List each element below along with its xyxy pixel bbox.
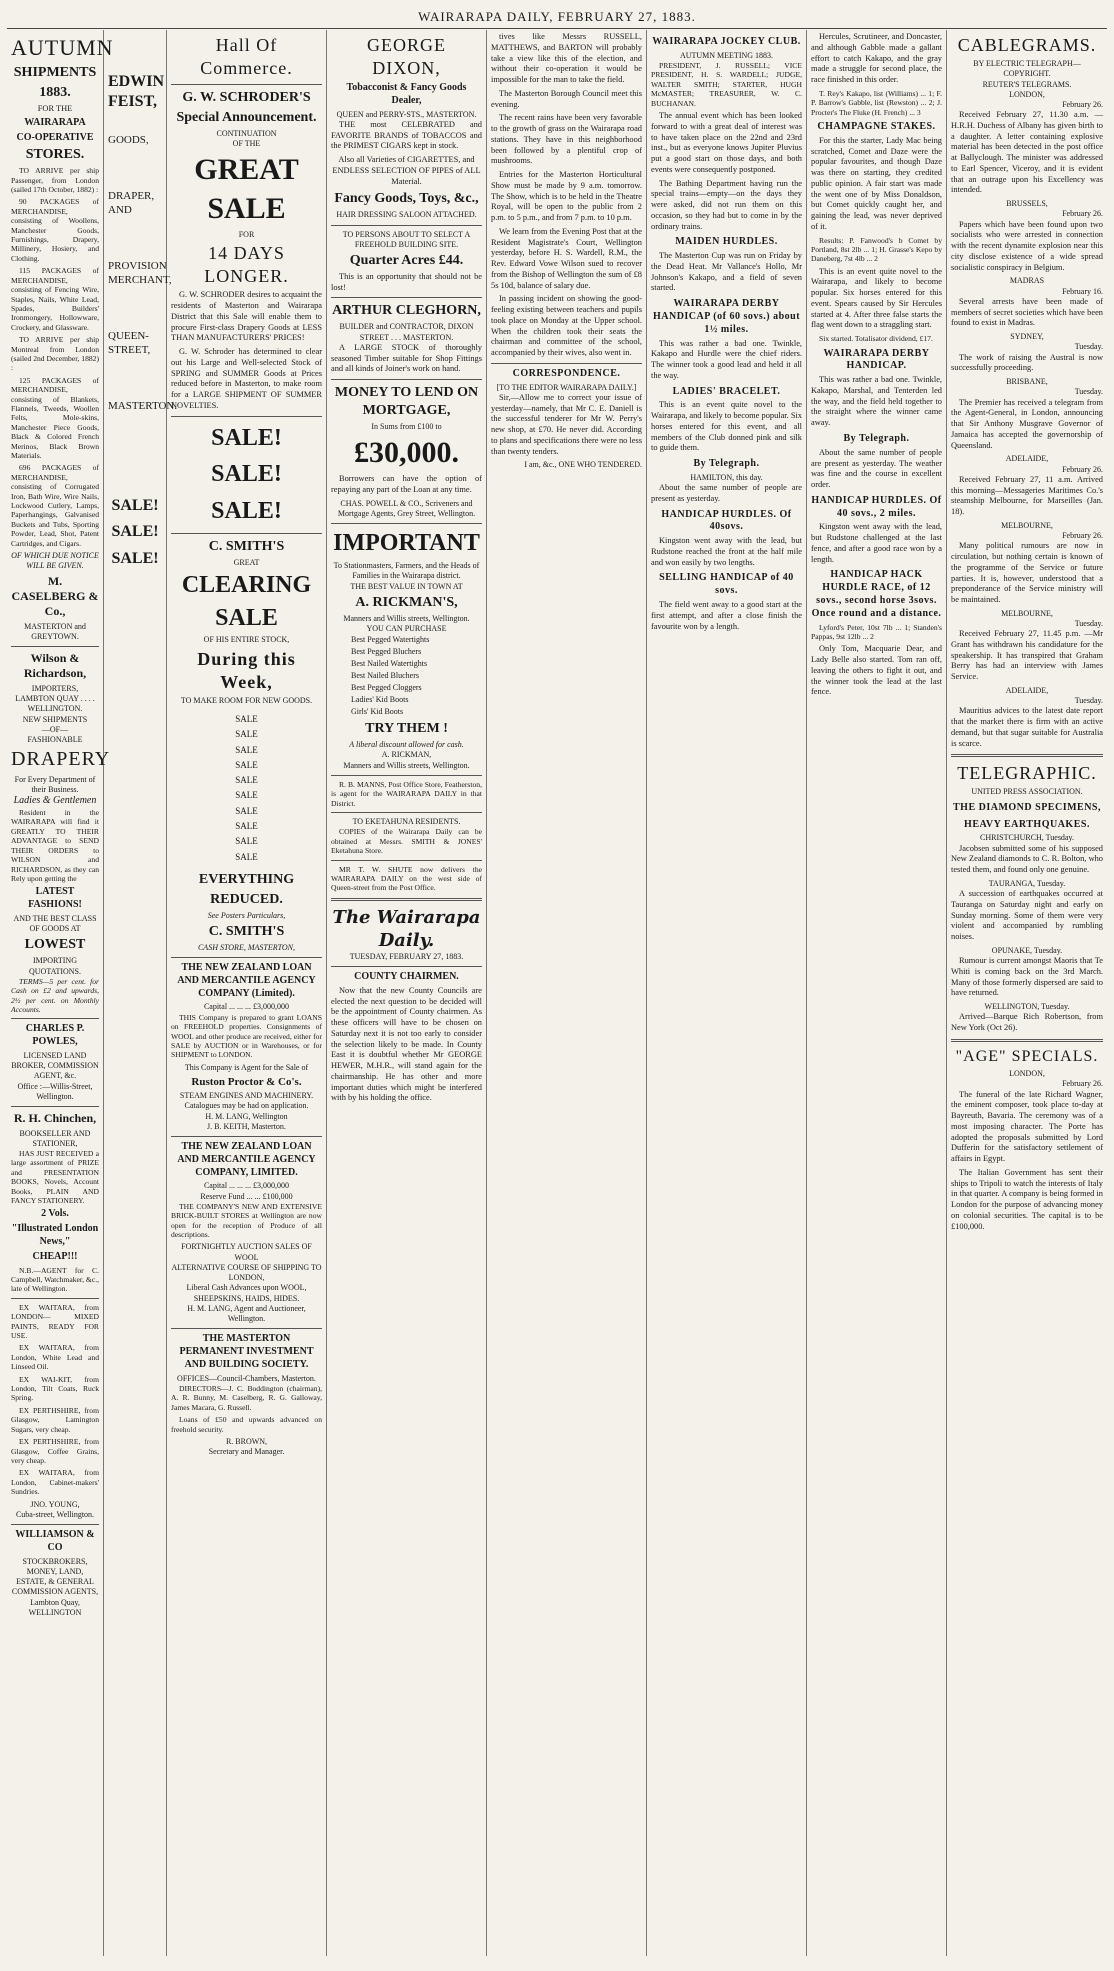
discount: A liberal discount allowed for cash. [349,740,464,750]
dixon-also: Also all Varieties of CIGARETTES, and ENDLESS SELECTION OF PIPES of ALL Material. [332,155,481,186]
ex-2: EX WAITARA, from London, White Lead and Linseed Oil. [11,1343,99,1372]
powles-name: CHARLES P. POWLES, [25,1023,85,1048]
adelaide2-heading: ADELAIDE, [1005,685,1049,695]
letter-sign: I am, &c., ONE WHO TENDERED. [524,460,642,470]
williamson-sub: STOCKBROKERS, MONEY, LAND, ESTATE, & GENERAL COMMISSION AGENTS, Lambton Quay, WELLINGTON [11,1556,99,1617]
col6-body-6: About the same number of people are present as yesterday. [651,483,802,503]
brisbane-heading: BRISBANE, [1006,377,1048,387]
schroder-body-2: G. W. Schroder has determined to clear out his Large and Well-selected Stock of SPRING and SUMMER Goods at Prices reduced before in Masterton, to make room for a LARGE SHIPMENT OF SUMMER NOVELTIES. [171,347,322,410]
chinchen-body: HAS JUST RECEIVED a large assortment of PRIZE and PRESENTATION BOOKS, Novels, Account Books, PLAIN AND FANCY STATIONERY. [11,1148,99,1205]
boot-7: Girls' Kid Boots [351,707,404,717]
importers: IMPORTERS, [31,683,79,693]
cash-store: CASH STORE, MASTERTON, [197,942,296,952]
lang-2: H. M. LANG, Agent and Auctioneer, Wellington. [187,1303,306,1324]
eketahuna: TO EKETAHUNA RESIDENTS. [352,817,461,827]
money-heading: MONEY TO LEND ON MORTGAGE, [334,385,479,418]
quarter-body: This is an opportunity that should not be lost! [331,271,482,292]
letter-line-2: DRAPER, AND [108,190,155,217]
drapery-heading: DRAPERY [11,748,111,771]
caselberg-name: M. CASELBERG & Co., [11,573,99,619]
col7-hurdles: HANDICAP HURDLES. Of 40 sovs., 2 miles. [811,494,942,519]
sale-3: SALE! [111,549,159,567]
opunake-body: Rumour is current amongst Maoris that Te Whiti is coming back on the 3rd March. Many of those formerly dispersed are said to have returned. [951,956,1103,998]
sale-big-2: SALE! [211,461,282,488]
col5-intro: tives like Messrs RUSSELL, MATTHEWS, and BARTON will probably take a view like this of the election, and without their co-operation it would be impossible for the man to take the field. [491,32,642,84]
copies: COPIES of the Wairarapa Daily can be obtained at Messrs. SMITH & JONES' Eketahuna Store. [331,827,482,856]
offices: OFFICES—Council-Chambers, Masterton. [177,1373,316,1383]
shipment-item-4: TO ARRIVE per ship Montreal from London (sailed 2nd December, 1882) : [11,335,99,373]
opunake-heading: OPUNAKE, Tuesday. [991,945,1063,955]
ex-1: EX WAITARA, from LONDON— MIXED PAINTS, READY FOR USE. [11,1302,99,1341]
column-7 [807,30,947,1956]
shipment-item-1: TO ARRIVE per ship Passenger, from London (sailed 17th October, 1882) : [11,166,99,195]
great-label: GREAT [233,557,260,567]
ex-4: EX PERTHSHIRE, from Glasgow, Lamington Sugars, very cheap. [11,1405,99,1434]
smith-name: C. SMITH'S [208,538,285,554]
see-posters: See Posters Particulars, [207,910,286,920]
col7-body-8: Kingston went away with the lead, but Rudstone challenged at the last fence, and after a good race won by a length. [811,522,942,564]
important: IMPORTANT [333,530,480,557]
powles-sub: LICENSED LAND BROKER, COMMISSION AGENT, &c. [11,1050,99,1081]
nz-body: THIS Company is prepared to grant LOANS on FREEHOLD properties. Consignments of WOOL and other produce are received, either for SALE by AUCTION or in Warehouses, or for SHIPMENT to LONDON. [171,1012,322,1060]
resident-text: Resident in the WAIRARAPA will find it GREATLY TO THEIR ADVANTAGE to SEND THEIR ORDERS to WILSON and RICHARDSON, as they can Rely upon getting the [11,808,99,883]
hack-hurdle: HANDICAP HACK HURDLE RACE, of 12 sovs., second horse 3sovs. Once round and a distance. [811,569,942,619]
days-longer: 14 DAYS LONGER. [204,243,289,287]
adelaide-heading: ADELAIDE, [1005,454,1049,464]
liberal: Liberal Cash Advances upon WOOL, SHEEPSKINS, HAIDS, HIDES. [186,1283,307,1303]
terms: TERMS—5 per cent. for Cash on £2 and upwards, 2½ per cent. on Monthly Accounts. [11,976,99,1014]
capital: Capital ... ... ... £3,000,000 [203,1002,290,1012]
autumn-heading: AUTUMN [11,35,114,60]
madras-body: Several arrests have been made of members of secret societies which have been found to exist in Madras. [951,296,1103,328]
madras-heading: MADRAS [1009,276,1045,286]
col7-body-3: Results: P. Fanwood's b Comet by Portland, 8st 2lb ... 1; H. Grasse's Kepo by Daneberg, 7st 4lb ... 2 [811,235,942,264]
col7-body-9: Lyford's Peter, 10st 7lb ... 1; Standen's Pappas, 9st 12lb ... 2 [811,622,942,641]
sums: In Sums from £100 to [371,421,442,431]
maiden-hurdles: MAIDEN HURDLES. [675,236,778,248]
sydney-date: Tuesday. [1074,342,1103,352]
col7-body-1: Hercules, Scrutineer, and Doncaster, and although Gabble made a gallant effort to catch Kakapo, and the gray made a struggle for second place, the race finished in this order. [811,32,942,84]
ruston: Ruston Proctor & Co's. [191,1075,302,1088]
rickman-2-addr: Manners and Willis streets, Wellington. [343,760,470,770]
hair-saloon: HAIR DRESSING SALOON ATTACHED. [336,210,477,220]
rickman-addr: Manners and Willis streets, Wellington. [343,613,470,623]
letter-line-4: QUEEN-STREET, [108,330,151,357]
column-2 [104,30,178,1956]
purchase: YOU CAN PURCHASE [366,624,447,633]
sale-line-4: SALE [235,759,258,770]
cleghorn-body: A LARGE STOCK of thoroughly seasoned Timber suitable for Shop Fittings and all kinds of Joiner's work on hand. [331,342,482,374]
melbourne-heading: MELBOURNE, [1001,520,1053,530]
letter-line-1: GOODS, [108,133,149,146]
to-make-room: TO MAKE ROOM FOR NEW GOODS. [180,695,313,705]
reserve: Reserve Fund ... ... £100,000 [200,1191,293,1201]
jockey-club: WAIRARAPA JOCKEY CLUB. [652,36,801,47]
brussels-heading: BRUSSELS, [1006,199,1048,209]
powell: CHAS. POWELL & CO., Scriveners and Mortgage Agents, Grey Street, Wellington. [337,498,476,519]
hamilton: HAMILTON, this day. [690,472,763,482]
sale-big-3: SALE! [211,498,282,525]
wellington-heading: WELLINGTON, Tuesday. [984,1002,1070,1012]
steam: STEAM ENGINES AND MACHINERY. [179,1091,314,1101]
stores-heading: STORES. [25,147,85,163]
melbourne-date: February 26. [1062,531,1103,541]
wilson-name: Wilson & Richardson, [23,651,87,681]
directors: DIRECTORS—J. C. Boddington (chairman), A. R. Bunny, M. Caselberg, R. G. Galloway, James Macara, G. Russell. [171,1383,322,1412]
young-name: JNO. YOUNG, [30,1499,80,1509]
cablegrams: CABLEGRAMS. [957,35,1097,55]
sale-line-10: SALE [235,851,258,862]
brisbane-body: The Premier has received a telegram from the Agent-General, in London, announcing that Sir Anthony Musgrave Governor of Jamaica has accepted the governorship of Queensland. [951,397,1103,450]
ex-6: EX WAITARA, from London, Cabinet-makers' Sundries. [11,1468,99,1497]
sale-line-3: SALE [235,744,258,755]
champagne-stakes: CHAMPAGNE STAKES. [817,120,936,132]
dixon-sub: Tobacconist & Fancy Goods Dealer, [346,82,467,106]
lowest: LOWEST [24,937,86,953]
adelaide2-body: Mauritius advices to the latest date report that the market there is firm with an active demand, but that sugar suitable for Australia is scarce. [951,706,1103,748]
melbourne2-heading: MELBOURNE, [1001,608,1053,618]
for-the: FOR THE [37,103,73,113]
sale-line-5: SALE [235,775,258,786]
importing: IMPORTING QUOTATIONS. [28,956,82,976]
boot-5: Best Pegged Cloggers [351,683,422,693]
vols: 2 Vols. [41,1208,69,1220]
brisbane-date: Tuesday. [1074,387,1103,397]
for-every: For Every Department of their Business. [14,774,96,795]
dixon-body: THE most CELEBRATED and FAVORITE BRANDS of TOBACCOS and the PRIMEST CIGARS kept in stock. [331,119,482,151]
loans: Loans of £50 and upwards advanced on freehold security. [171,1415,322,1434]
col7-body-10: Only Tom, Macquarie Dear, and Lady Belle also started. Tom ran off, leaving the others to fight it out, and the winner took the lead at the last fence. [811,644,942,697]
shipment-item-5: 125 PACKAGES of MERCHANDISE, consisting of Blankets, Flannels, Tweeds, Woollen Felts, Mole-skins, Manchester Piece Goods, Black & Colored French Merinos, Black Brown Materials. [11,375,99,460]
alt-course: ALTERNATIVE COURSE OF SHIPPING TO LONDON, [171,1262,322,1283]
melbourne-body: Many political rumours are now in circulation, but nothing certain is known of the programme of the Service or future parties. It is, however, understood that a preponderance of the Service ministry will be maintained. [951,541,1103,605]
williamson-name: WILLIAMSON & CO [15,1529,95,1553]
shipment-item-6: 696 PACKAGES of MERCHANDISE, consisting of Corrugated Iron, Bath Wire, Wire Nails, Lockwood Cutlery, Lamps, Paperhangings, Galvanised Buckets and Tubs, Sporting Powder, Lead, Shot, Patent Cartridges, and Cigars. [11,463,99,548]
sydney-heading: SYDNEY, [1010,332,1044,342]
col5-body-6: In passing incident on showing the good-feeling existing between teachers and pupils took place on Monday at the Upper school. When the children took their seats the chairman and committee of the school, accompanied by their wives, also went in. [491,294,642,357]
age-specials: "AGE" SPECIALS. [955,1047,1099,1065]
entire-stock: OF HIS ENTIRE STOCK, [203,635,290,645]
boot-4: Best Nailed Bluchers [351,671,419,681]
permanent: THE MASTERTON PERMANENT INVESTMENT AND BUILDING SOCIETY. [179,1333,314,1370]
notice: OF WHICH DUE NOTICE WILL BE GIVEN. [11,551,99,571]
schroder-name: G. W. SCHRODER'S [182,90,311,106]
column-3 [167,30,327,1956]
london-body: Received February 27, 11.30 a.m. —H.R.H. Duchess of Albany has given birth to a daughter. A letter containing explosive material has been detected in the post office at Ballyclough. The minister was addressed to Earl Spencer, Viceroy, and it is evident that an outrage upon his Excellency was intended. [951,110,1103,195]
sale-line-7: SALE [235,805,258,816]
christchurch-heading: CHRISTCHURCH, Tuesday. [980,833,1074,843]
coop-heading: CO-OPERATIVE [16,131,94,143]
cleghorn-sub: BUILDER and CONTRACTOR, DIXON STREET . . . MASTERTON. [339,322,474,342]
to-editor: [TO THE EDITOR WAIRARAPA DAILY.] [496,382,637,392]
correspondence: CORRESPONDENCE. [512,367,621,379]
london-date: February 26. [1062,99,1103,109]
boot-1: Best Pegged Watertights [351,635,430,645]
letter-line-3: PROVISION MERCHANT, [108,260,172,287]
daily-date: TUESDAY, FEBRUARY 27, 1883. [349,951,464,961]
heavy-earthquakes: HEAVY EARTHQUAKES. [964,818,1090,830]
cleghorn-name: ARTHUR CLEGHORN, [332,303,481,319]
col6-body-4: This was rather a bad one. Twinkle, Kakapo and Hurdle were the chief riders. The winner took a good lead and held it all the way. [651,338,802,380]
wellington-body: Arrived—Barque Rich Robertson, from New York (Oct 26). [951,1012,1103,1032]
young-loc: Cuba-street, Wellington. [15,1509,95,1519]
col5-body-5: We learn from the Evening Post that at the Resident Magistrate's Court, Wellington yesterday, before H. S. Wardell, R.M., the Rev. Edward Vowe Wilson sued to recover from the Bishop of Wellington the sum of £8 5s 10d, balance of salary due. [491,226,642,290]
manns: R. B. MANNS, Post Office Store, Featherston, is agent for the WAIRARAPA DAILY in that District. [331,779,482,808]
quarter-acres: Quarter Acres £44. [349,253,464,268]
special-announcement: Special Announcement. [176,109,317,125]
col6-body-5: This is an event quite novel to the Wairarapa, and likely to become popular. Six horses entered for this event, and all members of the Club donned pink and silk to guide them. [651,400,802,453]
nz-loan-2: THE NEW ZEALAND LOAN AND MERCANTILE AGENCY COMPANY, LIMITED. [177,1141,316,1178]
telegraphic: TELEGRAPHIC. [957,763,1097,784]
column-1 [7,30,114,1956]
melbourne2-date: Tuesday. [1074,619,1103,628]
col7-results: T. Rey's Kakapo, list (Williams) ... 1; F. P. Barrow's Gabble, list (Rewston) ... 2; J. Procter's The Fluke (H. French) ... 3 [811,88,942,117]
sale-line-6: SALE [235,790,258,801]
keith: J. B. KEITH, Masterton. [207,1121,286,1131]
wairarapa-daily-title: The Wairarapa Daily. [332,906,481,951]
of-label: —OF— [41,724,69,734]
col7-body-2: For this the starter, Lady Mac being scratched, Comet and Daze were the popular favourites, and though Daze was there on starting, they credited public opinion. A fair start was made the went one of by Miss Donaldson, but Comet quickly caught her, and gaining the lead, was never deprived of it. [811,135,942,231]
by-telegraph: By Telegraph. [693,458,760,470]
boot-2: Best Pegged Bluchers [351,647,422,657]
fancy-goods: Fancy Goods, Toys, &c., [334,191,479,207]
to-station: To Stationmasters, Farmers, and the Heads of Families in the Wairarapa district. [333,561,480,581]
council-body: Now that the new County Councils are elected the next question to be decided will be the appointment of County chairmen. As these officers will have to be chosen on Saturday next it is not too early to consider the selection likely to be made. In County East it is doubtful whether Mr GEORGE HEWER, M.H.R., will stand again for the chairmanship. He has other and more important duties which might be interfered with by his holding the office. [331,985,482,1103]
persons-site: TO PERSONS ABOUT TO SELECT A FREEHOLD BUILDING SITE. [342,229,471,249]
clearing: CLEARING [181,571,312,598]
tauranga-heading: TAURANGA, Tuesday. [988,878,1066,888]
col5-body-2: The Masterton Borough Council meet this evening. [491,88,642,109]
column-8 [947,30,1107,1956]
age-last: The Italian Government has sent their ships to Tripoli to watch the interests of Italy in that quarter. A company is being formed in London for the purpose of advancing money on colonial securities. The capital is to be £100,000. [951,1167,1103,1231]
christchurch-body: Jacobsen submitted some of his supposed New Zealand diamonds to C. R. Bolton, who tested them, and found only one genuine. [951,843,1103,875]
iln: "Illustrated London News," [11,1223,99,1247]
col5-body-4: Entries for the Masterton Horticultural Show must be made by 9 a.m. tomorrow. The Show, which is to be held in the Theatre Royal, will be open to the public from 2 p.m. to 5 p.m., and from 7 p.m. to 10 p.m. [491,170,642,222]
wairarapa-heading: WAIRARAPA [24,116,86,128]
selling-handicap: SELLING HANDICAP of 40 sovs. [659,572,794,597]
latest-fashions: LATEST FASHIONS! [28,886,82,911]
shipment-item-2: 90 PACKAGES of MERCHANDISE, consisting of Woollens, Manchester Goods, Furnishings, Drapery, Millinery, Hosiery, and Clothing. [11,197,99,263]
dixon-name: GEORGE DIXON, [367,35,446,79]
catalogues: Catalogues may be had on application. [184,1101,309,1111]
sale-2: SALE! [111,523,159,541]
age-london: LONDON, [1009,1069,1045,1079]
col6-body-1: The annual event which has been looked forward to with a great deal of interest was to have taken place on the 22nd and 23rd inst., but as everyone knows Jupiter Pluvius put a good start on those days, and both events were consequently postponed. [651,111,802,174]
age-body: The funeral of the late Richard Wagner, the eminent composer, took place to-day at Bayreuth, Bavaria. The ceremony was of a most imposing character. The Porte has adopted the proposals submitted by Lord Dufferin for the satisfactory settlement of affairs in Egypt. [951,1089,1103,1164]
everything: EVERYTHING [198,871,295,887]
col7-body-4: This is an event quite novel to the Wairarapa, and likely to become popular. Six horses entered for this event. Spears caused by Sir Hercules started at 4. After three false starts the flag went down to a straggling start. [811,266,942,330]
col7-handicap: WAIRARAPA DERBY HANDICAP. [823,347,930,372]
great-sale: GREAT SALE [194,153,299,225]
brussels-date: February 26. [1062,209,1103,219]
col5-body-3: The recent rains have been very favorable to the growth of grass on the Wairarapa road stations. They have in this neighborhood been followed by a plentiful crop of mushrooms. [491,113,642,166]
ladies-bracelet: LADIES' BRACELET. [672,385,781,397]
diamond-specimens: THE DIAMOND SPECIMENS, [953,801,1101,813]
col6-body-7: Kingston went away with the lead, but Rudstone reached the front at the half mile and won easily by two lengths. [651,536,802,567]
adelaide-body: Received February 27, 11 a.m. Arrived this morning—Messageries Maritimes Co.'s steamship Melbourne, for Marseilles (Jan. 18). [951,474,1103,517]
capital-2: Capital ... ... ... £3,000,000 [203,1181,290,1191]
nb: N.B.—AGENT for C. Campbell, Watchmaker, &c., late of Wellington. [11,1265,99,1294]
adelaide-date: February 26. [1062,464,1103,474]
handicap-hurdles: HANDICAP HURDLES. Of 40sovs. [661,508,792,533]
secretary: Secretary and Manager. [208,1447,285,1457]
continuation: CONTINUATION [216,128,277,138]
during-week: During this Week, [197,648,296,692]
chinchen-sub: BOOKSELLER AND STATIONER, [19,1128,91,1148]
smith-name-2: C. SMITH'S [208,923,285,939]
melbourne2-body: Received February 27, 11.45 p.m. —Mr Grant has withdrawn his candidature for the speakership. It has transpired that Graham Berry has had an interview with James Service. [951,629,1103,682]
brown: R. BROWN, [225,1437,268,1447]
col7-by-telegraph: By Telegraph. [843,432,910,444]
of-the: OF THE [232,139,261,149]
sale-word: SALE [215,604,278,631]
col6-body-3: The Masterton Cup was run on Friday by the Dead Heat. Mr Vallance's Hollo, Mr Johnson's Kakapo, and a field of seven started. [651,251,802,293]
col7-body-5: Six started. Totalisator dividend, £17. [819,334,933,344]
col7-body-7: About the same number of people are present as yesterday. The weather was fine and the course in excellent order. [811,447,942,490]
derby-handicap: WAIRARAPA DERBY HANDICAP (of 60 sovs.) about 1½ miles. [652,298,801,335]
year-heading: 1883. [39,85,71,101]
sale-1: SALE! [111,496,159,514]
sale-line-8: SALE [235,821,258,832]
boot-3: Best Nailed Watertights [351,659,428,669]
autumn-meeting: AUTUMN MEETING 1883. [679,50,774,60]
sale-big-1: SALE! [211,424,282,451]
rickman: A. RICKMAN'S, [355,594,458,610]
best-value: THE BEST VALUE IN TOWN AT [350,581,463,591]
rickman-2: A. RICKMAN, [381,750,432,760]
agent-sale: This Company is Agent for the Sale of [184,1062,309,1072]
council-heading: COUNTY CHAIRMEN. [354,971,459,983]
press-association: UNITED PRESS ASSOCIATION. [971,787,1083,797]
nz-loan: THE NEW ZEALAND LOAN AND MERCANTILE AGENCY COMPANY (Limited). [177,962,316,999]
money-amount: £30,000. [354,436,459,470]
letter-line-5: MASTERTON. [108,400,178,413]
fortnightly: FORTNIGHTLY AUCTION SALES OF WOOL [181,1242,312,1262]
sale-line-9: SALE [235,836,258,847]
boot-6: Ladies' Kid Boots [351,695,409,705]
powles-addr: Office :—Willis-Street, Wellington. [17,1081,93,1101]
ladies: Ladies & Gentlemen [13,795,97,807]
money-body: Borrowers can have the option of repaying any part of the Loan at any time. [331,474,482,495]
col7-body-6: This was rather a bad one. Twinkle, Kakapo, Marshal, and Tenterden led the way, and the field held together to the straight where the winner came away. [811,375,942,428]
dixon-addr: QUEEN and PERRY-STS., MASTERTON. [336,109,477,119]
column-6 [647,30,807,1956]
column-5 [487,30,647,1956]
hall-commerce: Hall Of Commerce. [200,35,293,79]
lang: H. M. LANG, Wellington [205,1111,288,1121]
sale-line-2: SALE [235,729,258,740]
age-date: February 26. [1062,1079,1103,1089]
schroder-body-1: G. W. SCHRODER desires to acquaint the residents of Masterton and Wairarapa District that this Sale will enable them to procure First-class Drapery Goods at LESS THAN MANUFACTURERS' PRICES! [171,290,322,343]
london-heading: LONDON, [1009,89,1045,99]
adelaide2-date: Tuesday. [1074,696,1103,706]
electric-telegraph: BY ELECTRIC TELEGRAPH—COPYRIGHT. [973,59,1081,79]
shipment-item-3: 115 PACKAGES of MERCHANDISE, consisting of Fencing Wire, Staples, Nails, White Lead, Spades, Builders' Ironmongery, Hollowware, Crockery, and Glassware. [11,266,99,332]
madras-date: February 16. [1062,286,1103,296]
reduced: REDUCED. [210,891,283,907]
edwin-feist: EDWIN FEIST, [108,73,165,111]
sydney-body: The work of raising the Austral is now successfully proceeding. [951,352,1103,373]
for-label: FOR [238,230,255,240]
nz2-body: THE COMPANY'S NEW AND EXTENSIVE BRICK-BUILT STORES at Wellington are now open for the reception of Produce of all descriptions. [171,1201,322,1240]
column-4 [327,30,487,1956]
best-class: AND THE BEST CLASS OF GOODS AT [13,913,97,934]
ex-5: EX PERTHSHIRE, from Glasgow, Coffee Grains, very cheap. [11,1437,99,1465]
new-shipments: NEW SHIPMENTS [22,714,88,724]
reuter: REUTER'S TELEGRAMS. [982,79,1072,89]
lambton: LAMBTON QUAY . . . . WELLINGTON. [15,694,95,714]
shipments-heading: SHIPMENTS [13,65,97,81]
brussels-body: Papers which have been found upon two socialists who were arrested in connection with the recent dynamite explosion near this city disclose existence of a wide spread socialistic conspiracy in Belgium. [951,219,1103,272]
caselberg-location: MASTERTON and GREYTOWN. [24,621,86,641]
chinchen-name: R. H. Chinchen, [13,1111,97,1126]
fashionable: FASHIONABLE [27,734,83,744]
ex-3: EX WAI-KIT, from London, Tilt Coats, Ruck Spring. [11,1374,99,1403]
col6-body-2: The Bathing Department having run the special trains—empty—on the days they were asked, did not run them on this occasion, so they had but to come in by the ordinary trains. [651,178,802,231]
cheap: CHEAP!!! [32,1250,78,1262]
shute: MR T. W. SHUTE now delivers the WAIRARAPA DAILY on the west side of Queen-street from the Post Office. [331,864,482,893]
newspaper-page [7,6,1107,1956]
letter: Sir,—Allow me to correct your issue of yesterday—namely, that Mr C. E. Daniell is the successful tenderer for Mr W. Perry's new shop, at £70. He never did. According to plans and specifications there were no less than twenty tenders. [491,392,642,456]
tauranga-body: A succession of earthquakes occurred at Tauranga on Saturday night and early on Sunday morning. Some of them were very violent and accompanied by rumbling noises. [951,889,1103,942]
sale-line-1: SALE [235,713,258,724]
masthead: WAIRARAPA DAILY, FEBRUARY 27, 1883. [7,6,1107,29]
col6-body-8: The field went away to a good start at the first attempt, and after a close finish the favourite won by a length. [651,600,802,631]
officials: PRESIDENT, J. RUSSELL; VICE PRESIDENT, H. S. WARDELL; JUDGE, WALTER SMITH; STARTER, HUGH McMASTER; TREASURER, W. C. BUCHANAN. [651,61,802,108]
try-them: TRY THEM ! [365,721,448,737]
